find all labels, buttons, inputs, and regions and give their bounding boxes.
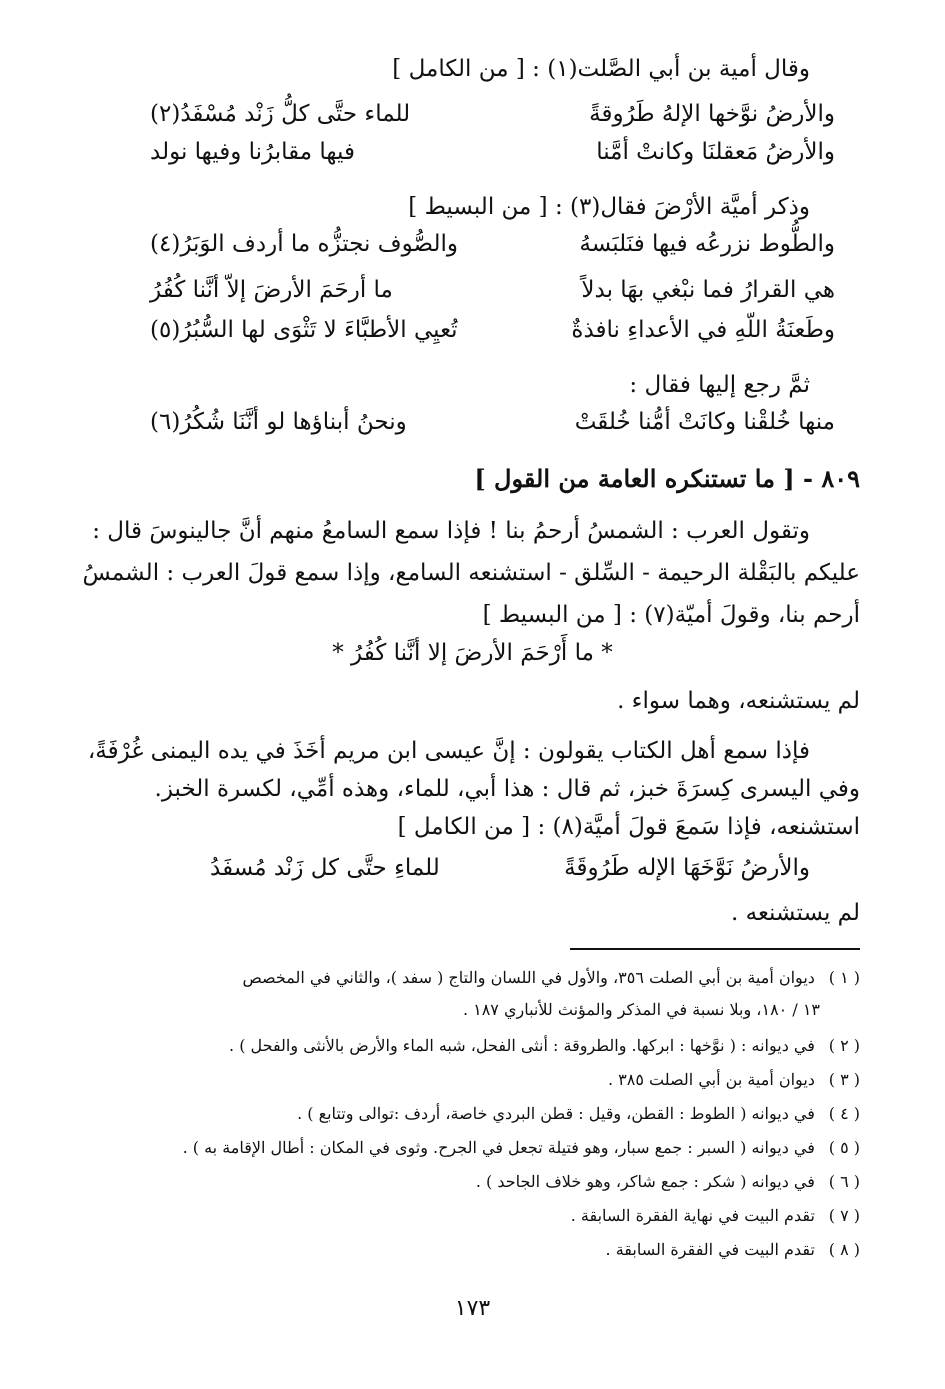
footnote — [80, 1034, 860, 1058]
footnote-number: ( ٣ ) — [828, 1070, 860, 1089]
footnote-number: ( ٢ ) — [828, 1036, 860, 1055]
footnote-text: تقدم البيت في نهاية الفقرة السابقة . — [570, 1206, 815, 1225]
footnote-number: ( ٥ ) — [828, 1138, 860, 1157]
footnote-text: في ديوانه ( شكر : جمع شاكر، وهو خلاف الجاحد ) . — [475, 1172, 815, 1191]
verse-second-hemistich: للماءِ حتَّى كل زَنْد مُسفَدُ — [210, 855, 440, 881]
footnote — [80, 1102, 860, 1126]
footnote-number: ( ٤ ) — [828, 1104, 860, 1123]
verse-first-hemistich: وطَعنَةُ اللّهِ في الأعداءِ نافذةٌ — [571, 317, 835, 343]
paragraph-line: استشنعه، فإذا سَمعَ قولَ أميَّة(٨) : [ من الكامل ] — [397, 814, 860, 840]
footnote — [80, 1238, 860, 1262]
footnote-number: ( ٦ ) — [828, 1172, 860, 1191]
verse-second-hemistich: ونحنُ أبناؤها لو أنَّنَا شُكُرُ(٦) — [150, 409, 407, 435]
intro-line: ثمَّ رجع إليها فقال : — [629, 372, 810, 398]
verse-second-hemistich: والصُّوف نجتزُّه ما أردف الوَبَرُ(٤) — [150, 231, 458, 257]
verse-first-hemistich: هي القرارُ فما نبْغي بهَا بدلاً — [581, 277, 835, 303]
quoted-verse: * ما أَرْحَمَ الأرضَ إلا أنَّنا كُفُرُ * — [332, 640, 613, 666]
verse-second-hemistich: للماء حتَّى كلُّ زَنْد مُسْفَدُ(٢) — [150, 101, 411, 127]
footnote — [80, 1204, 860, 1228]
paragraph-line: أرحم بنا، وقولَ أميّة(٧) : [ من البسيط ] — [482, 602, 860, 628]
verse-line — [210, 850, 810, 886]
verse-line — [150, 134, 835, 170]
page-number: ١٧٣ — [454, 1296, 491, 1321]
verse-first-hemistich: منها خُلقْنا وكانَتْ أمُّنا خُلقَتْ — [574, 409, 835, 435]
verse-first-hemistich: والأرضُ مَعقلنَا وكانتْ أمَّنا — [596, 139, 835, 165]
paragraph-line: لم يستشنعه . — [731, 900, 860, 926]
footnote-text: في ديوانه : ( نوَّخها : ابركها. والطروقة : أنثى الفحل، شبه الماء والأرض بالأنثى والفحل ) . — [229, 1036, 815, 1055]
footnote-text: ديوان أمية بن أبي الصلت ٣٥٦، والأول في اللسان والتاج ( سفد )، والثاني في المخصص — [242, 968, 815, 987]
footnote — [80, 1068, 860, 1092]
intro-line: وذكر أميَّة الأرْضَ فقال(٣) : [ من البسيط ] — [408, 194, 810, 220]
paragraph-line: عليكم بالبَقْلة الرحيمة - السِّلق - استشنعه السامع، وإذا سمع قولَ العرب : الشمسُ — [82, 560, 860, 586]
intro-line: وقال أمية بن أبي الصَّلت(١) : [ من الكامل ] — [392, 56, 810, 82]
footnote — [80, 998, 820, 1022]
footnote — [80, 966, 860, 990]
footnote-text: ديوان أمية بن أبي الصلت ٣٨٥ . — [607, 1070, 815, 1089]
section-heading: ٨٠٩ - [ ما تستنكره العامة من القول ] — [474, 464, 860, 493]
footnote-separator — [570, 948, 860, 950]
footnote — [80, 1136, 860, 1160]
verse-line — [150, 96, 835, 132]
footnote-text: ١٣ / ١٨٠، وبلا نسبة في المذكر والمؤنث للأنباري ١٨٧ . — [462, 1000, 820, 1019]
footnote-text: في ديوانه ( الطوط : القطن، وقيل : قطن البردي خاصة، أردف :توالى وتتابع ) . — [297, 1104, 815, 1123]
paragraph-line: وتقول العرب : الشمسُ أرحمُ بنا ! فإذا سمع السامعُ منهم أنَّ جالينوسَ قال : — [92, 518, 810, 544]
paragraph-line: لم يستشنعه، وهما سواء . — [617, 688, 860, 714]
verse-second-hemistich: فيها مقابرُنا وفيها نولد — [150, 139, 355, 165]
verse-first-hemistich: والأرضُ نَوَّخَهَا الإله طَرُوقَةً — [564, 855, 810, 881]
footnote-number: ( ٧ ) — [828, 1206, 860, 1225]
paragraph-line: وفي اليسرى كِسرَةَ خبز، ثم قال : هذا أبي، للماء، وهذه أمِّي، لكسرة الخبز. — [154, 776, 860, 802]
footnote — [80, 1170, 860, 1194]
footnote-text: في ديوانه ( السبر : جمع سبار، وهو فتيلة تجعل في الجرح. وثوى في المكان : أطال الإقامة به ) . — [182, 1138, 815, 1157]
verse-first-hemistich: والأرضُ نوَّخها الإلهُ طَرُوقةً — [589, 101, 835, 127]
verse-first-hemistich: والطُّوط نزرعُه فيها فنَلبَسهُ — [579, 231, 835, 257]
verse-line — [150, 272, 835, 308]
verse-second-hemistich: تُعيِي الأطبَّاءَ لا تَثْوَى لها السُّبُرُ(٥) — [150, 317, 458, 343]
footnote-number: ( ١ ) — [828, 968, 860, 987]
paragraph-line: فإذا سمع أهل الكتاب يقولون : إنَّ عيسى ابن مريم أخَذَ في يده اليمنى غُرْفَةً، — [87, 738, 810, 764]
verse-line — [150, 226, 835, 262]
verse-line — [150, 404, 835, 440]
verse-second-hemistich: ما أرحَمَ الأرضَ إلاّ أنَّنا كُفُرُ — [150, 277, 393, 303]
footnote-text: تقدم البيت في الفقرة السابقة . — [605, 1240, 815, 1259]
verse-line — [150, 312, 835, 348]
footnote-number: ( ٨ ) — [828, 1240, 860, 1259]
